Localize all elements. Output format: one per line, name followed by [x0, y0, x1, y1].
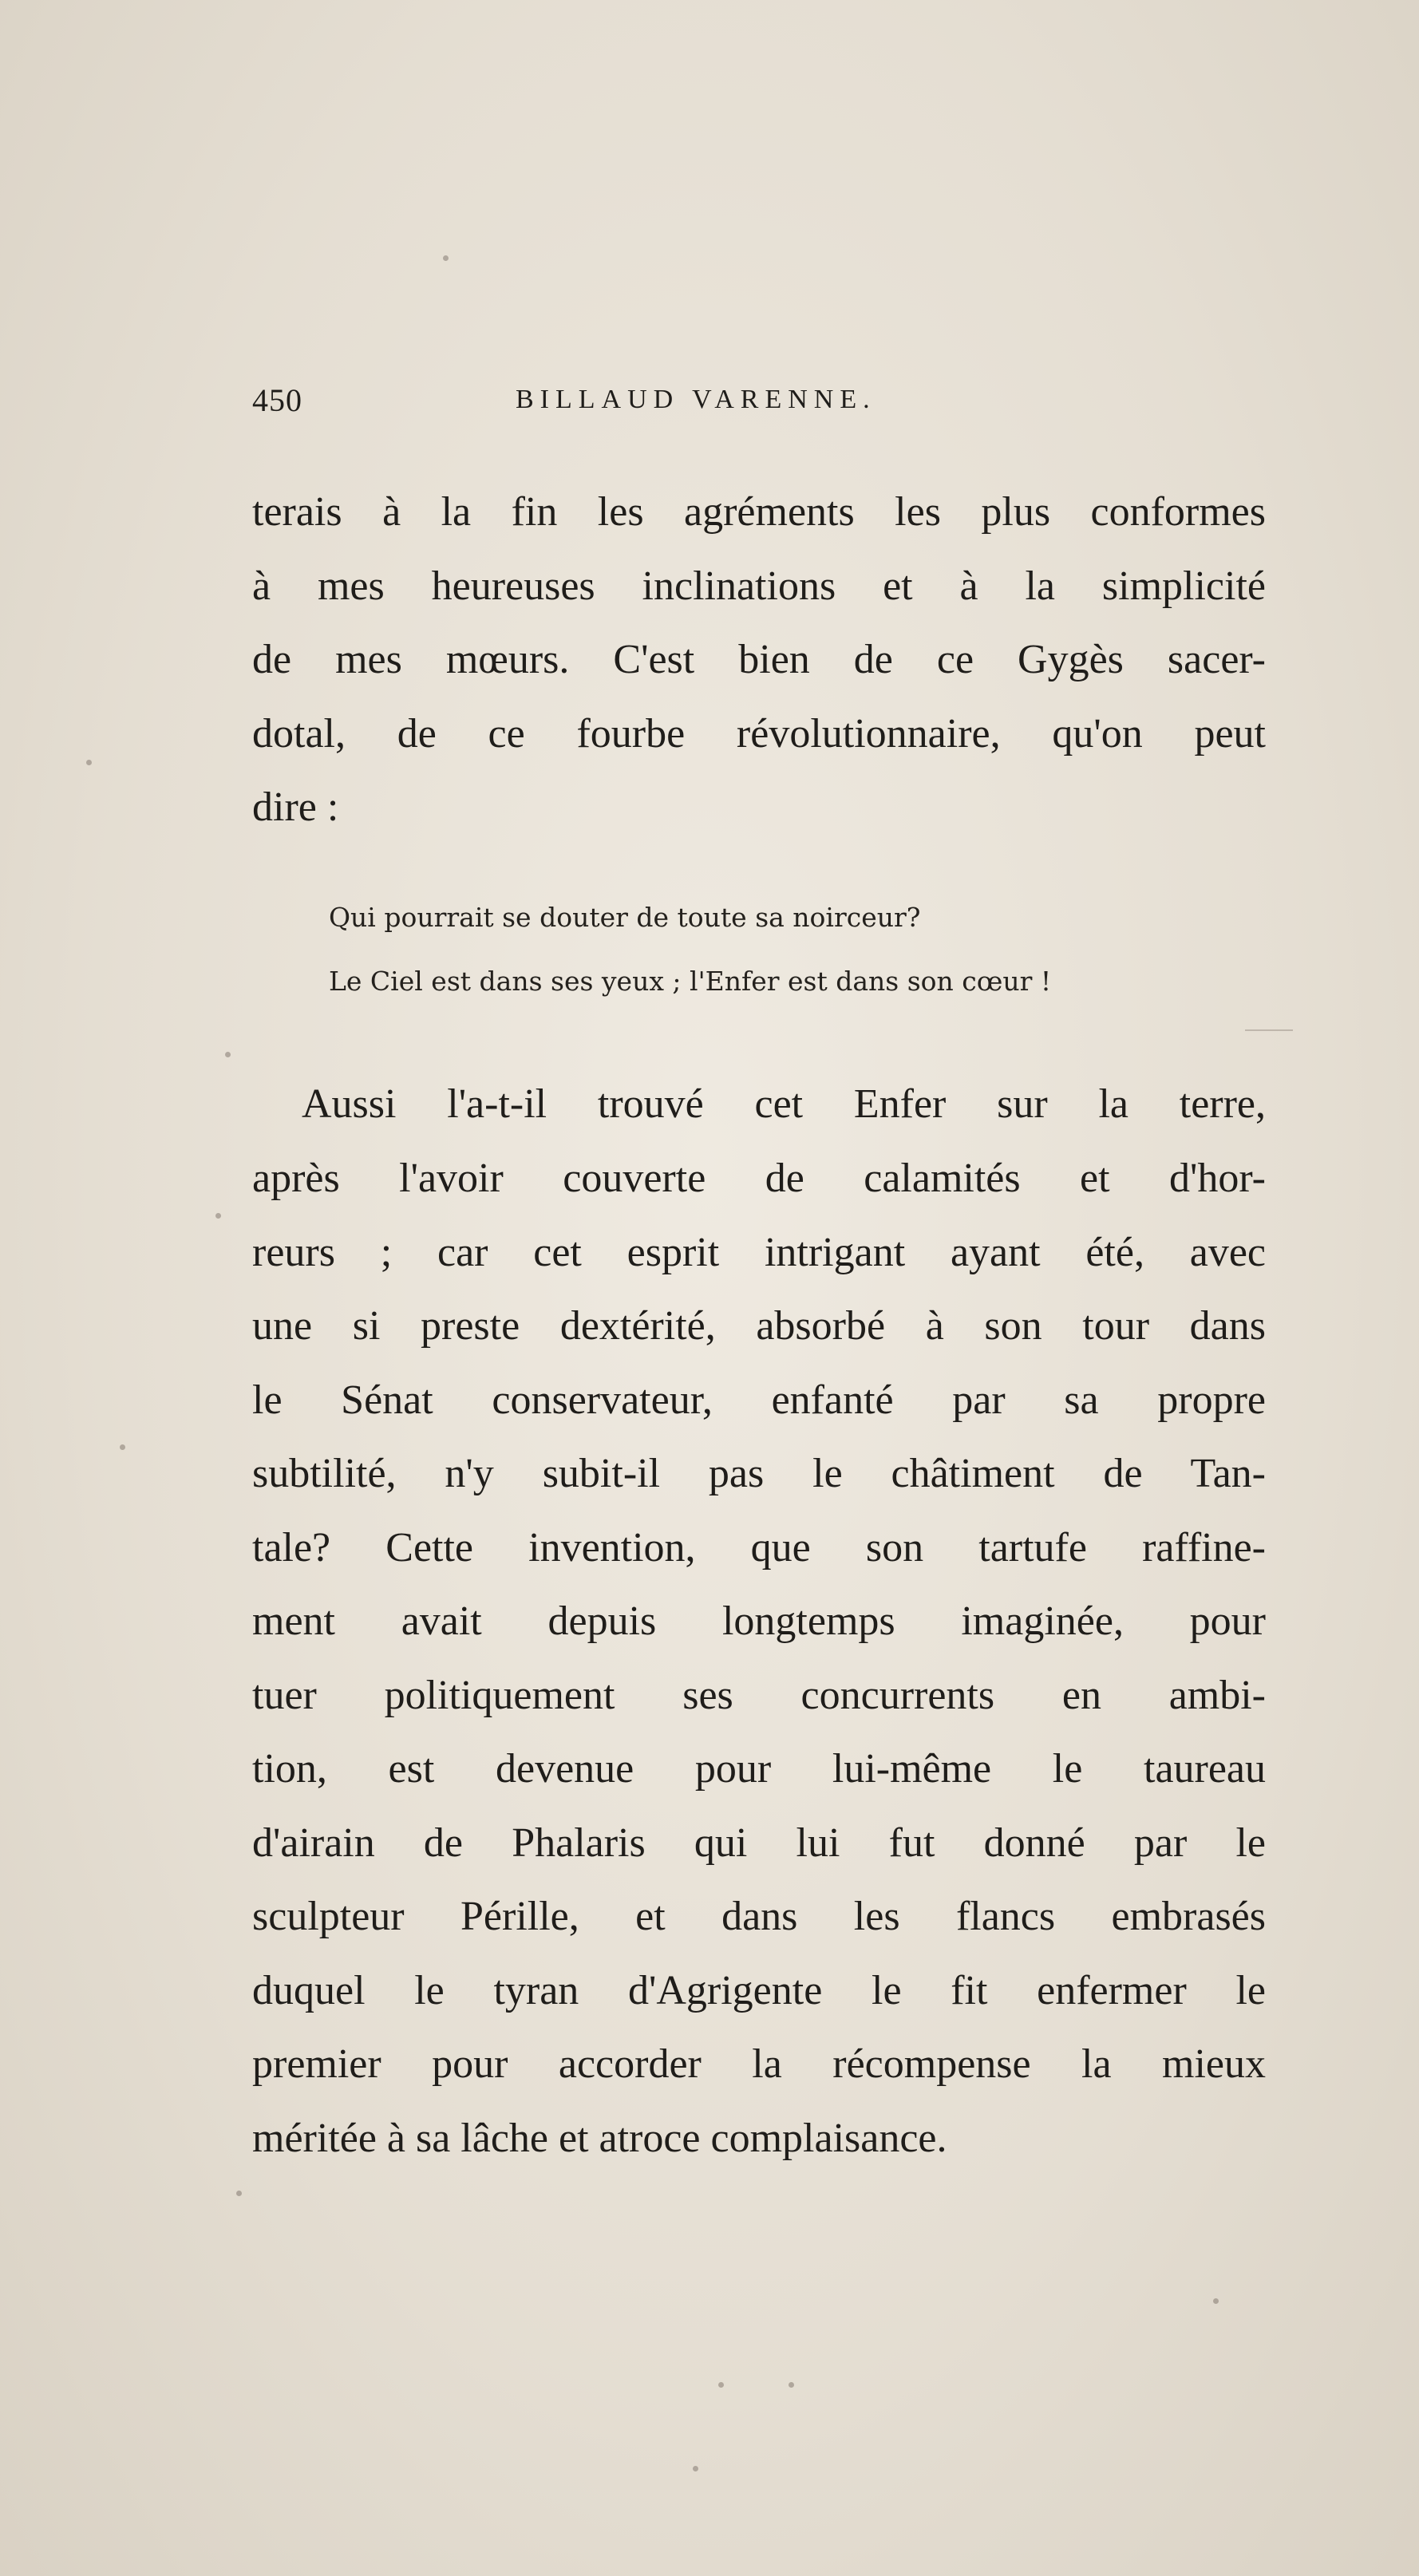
paper-speck	[215, 1213, 221, 1219]
page-header	[252, 381, 1266, 429]
paper-speck	[789, 2382, 794, 2388]
text-line: dire :	[252, 784, 339, 830]
text-line: Aussi l'a-t-il trouvé cet Enfer sur la terre,	[302, 1081, 1266, 1127]
verse-line: Le Ciel est dans ses yeux ; l'Enfer est dans son cœur !	[329, 966, 1052, 997]
text-line: tuer politiquement ses concurrents en ambi-	[252, 1673, 1266, 1718]
text-line: duquel le tyran d'Agrigente le fit enfermer le	[252, 1968, 1266, 2013]
paper-speck	[120, 1444, 125, 1450]
text-line: après l'avoir couverte de calamités et d'hor-	[252, 1156, 1266, 1201]
verse-line: Qui pourrait se douter de toute sa noirceur?	[329, 902, 921, 933]
text-line: tale? Cette invention, que son tartufe raffine-	[252, 1525, 1266, 1570]
text-line: tion, est devenue pour lui-même le taureau	[252, 1746, 1266, 1792]
text-line: le Sénat conservateur, enfanté par sa propre	[252, 1377, 1266, 1423]
text-line: d'airain de Phalaris qui lui fut donné par le	[252, 1820, 1266, 1866]
text-line: reurs ; car cet esprit intrigant ayant été, avec	[252, 1230, 1266, 1275]
text-line: méritée à sa lâche et atroce complaisance.	[252, 2116, 947, 2161]
text-line: à mes heureuses inclinations et à la simplicité	[252, 563, 1266, 609]
text-line: une si preste dextérité, absorbé à son tour dans	[252, 1303, 1266, 1349]
paper-speck	[718, 2382, 724, 2388]
running-head: BILLAUD VARENNE.	[516, 385, 876, 414]
page-number: 450	[252, 382, 302, 418]
paper-speck	[86, 760, 92, 765]
text-line: sculpteur Pérille, et dans les flancs embrasés	[252, 1894, 1266, 1939]
text-line: ment avait depuis longtemps imaginée, pour	[252, 1598, 1266, 1644]
paper-speck	[1213, 2298, 1219, 2304]
page-mark	[1245, 1029, 1293, 1031]
paper-speck	[236, 2191, 242, 2196]
paper-speck	[443, 255, 449, 261]
paper-speck	[225, 1052, 231, 1057]
text-line: de mes mœurs. C'est bien de ce Gygès sacer-	[252, 637, 1266, 682]
paper-speck	[693, 2466, 698, 2471]
text-line: subtilité, n'y subit-il pas le châtiment de Tan-	[252, 1451, 1266, 1496]
text-line: terais à la fin les agréments les plus conformes	[252, 489, 1266, 535]
text-line: dotal, de ce fourbe révolutionnaire, qu'on peut	[252, 711, 1266, 757]
text-line: premier pour accorder la récompense la mieux	[252, 2041, 1266, 2087]
